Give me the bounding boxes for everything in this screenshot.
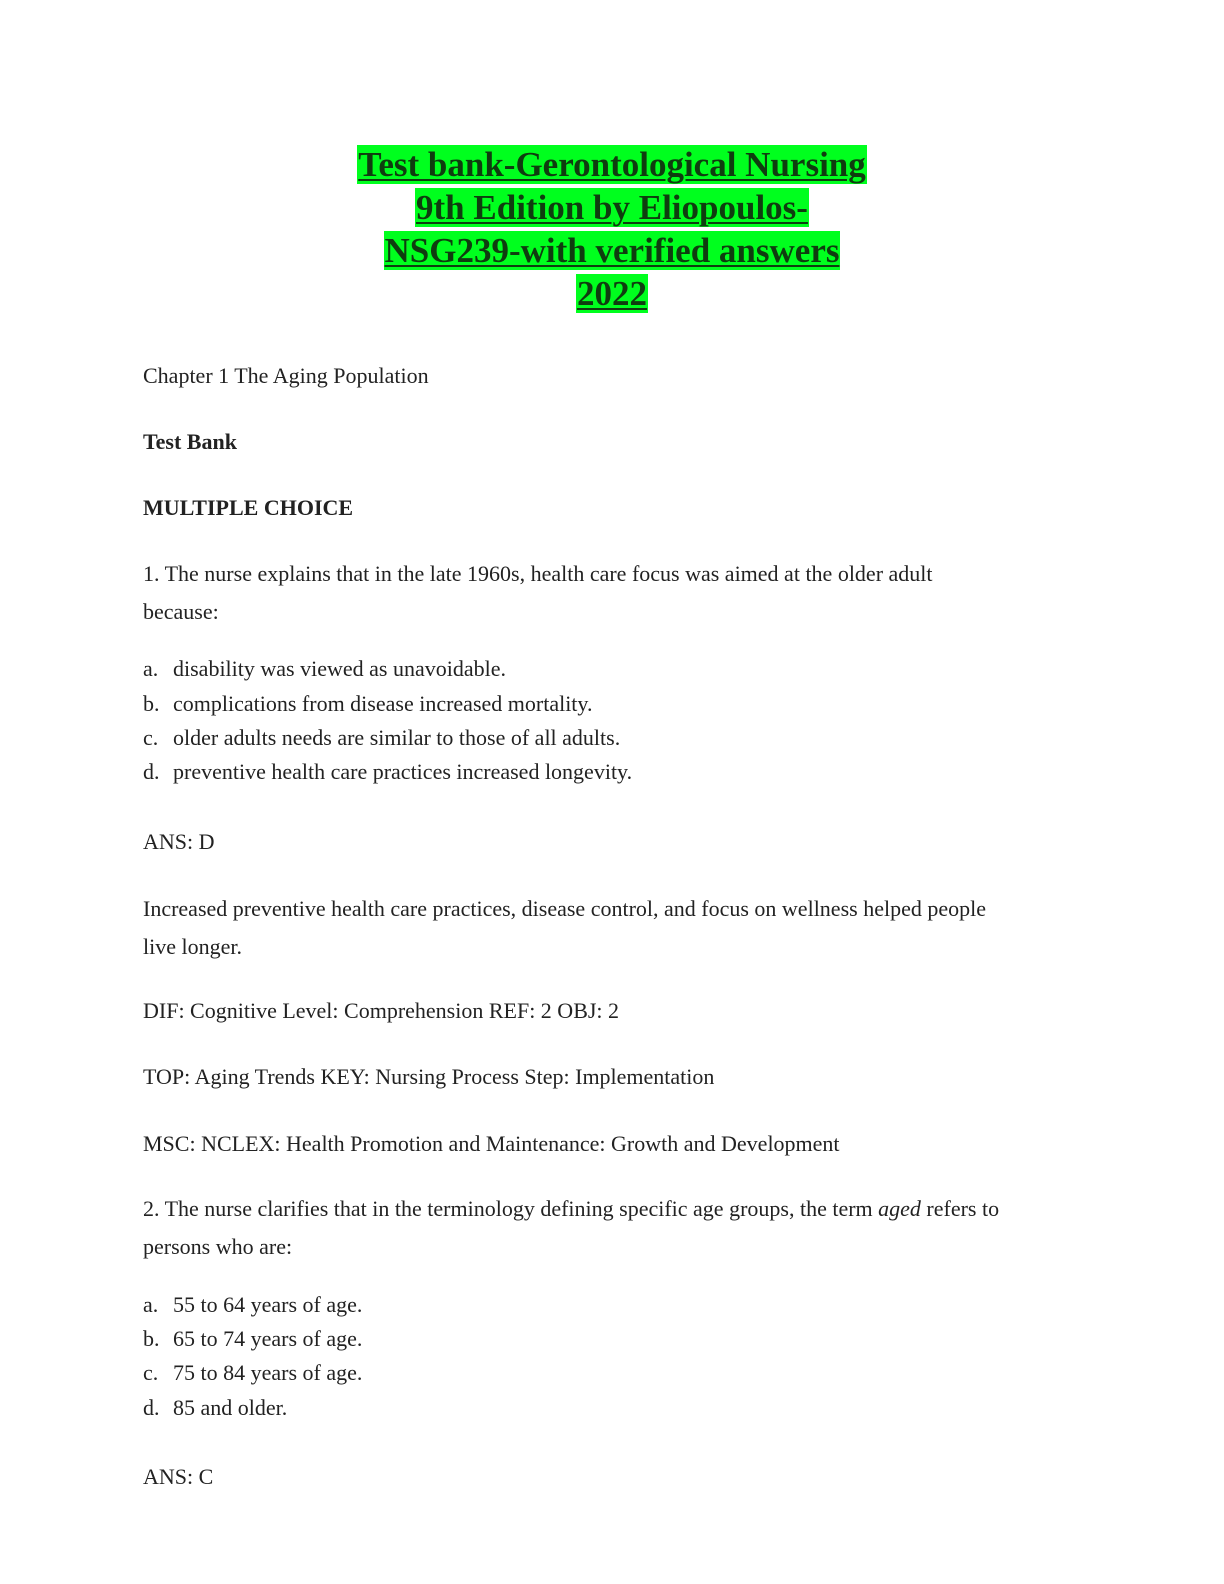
q2-option-b (143, 1321, 362, 1356)
option-letter: a. (143, 656, 159, 681)
q1-dif: DIF: Cognitive Level: Comprehension REF: 2 OBJ: 2 (143, 998, 620, 1023)
option-text: disability was viewed as unavoidable. (173, 656, 506, 681)
q1-option-d (143, 754, 632, 789)
chapter-heading: Chapter 1 The Aging Population (143, 363, 429, 388)
q2-option-c (143, 1355, 362, 1390)
q2-stem-emphasis: aged (878, 1196, 921, 1221)
q1-stem-line-2: because: (143, 599, 219, 624)
q1-answer: ANS: D (143, 829, 215, 854)
option-letter: d. (143, 759, 160, 784)
q1-stem (143, 555, 933, 631)
option-text: complications from disease increased mortality. (173, 691, 593, 716)
q1-stem-line-1: 1. The nurse explains that in the late 1960s, health care focus was aimed at the older adult (143, 561, 933, 586)
test-bank-heading: Test Bank (143, 429, 237, 454)
option-text: 65 to 74 years of age. (173, 1326, 363, 1351)
title-line-4: 2022 (577, 274, 647, 313)
q1-option-b (143, 686, 593, 721)
q1-rationale (143, 890, 986, 966)
option-letter: c. (143, 1360, 159, 1385)
option-text: 75 to 84 years of age. (173, 1360, 363, 1385)
q2-option-d (143, 1390, 287, 1425)
q2-stem-line-1 (143, 1190, 999, 1228)
q1-rationale-line-1: Increased preventive health care practices, disease control, and focus on wellness helped people (143, 896, 986, 921)
option-letter: d. (143, 1395, 160, 1420)
option-text: older adults needs are similar to those of all adults. (173, 725, 621, 750)
q2-stem-post: refers to (920, 1196, 1000, 1221)
q2-option-a (143, 1287, 362, 1322)
title-line-3: NSG239-with verified answers (384, 231, 840, 270)
option-letter: c. (143, 725, 159, 750)
multiple-choice-heading: MULTIPLE CHOICE (143, 495, 354, 520)
document-title (0, 143, 1224, 315)
option-text: 85 and older. (173, 1395, 288, 1420)
q1-option-a (143, 651, 506, 686)
q1-msc: MSC: NCLEX: Health Promotion and Maintenance: Growth and Development (143, 1131, 840, 1156)
q2-stem-pre: 2. The nurse clarifies that in the terminology defining specific age groups, the term (143, 1196, 879, 1221)
q1-rationale-line-2: live longer. (143, 934, 242, 959)
q1-top: TOP: Aging Trends KEY: Nursing Process Step: Implementation (143, 1064, 715, 1089)
option-text: 55 to 64 years of age. (173, 1292, 363, 1317)
q2-answer: ANS: C (143, 1464, 214, 1489)
title-line-1: Test bank-Gerontological Nursing (358, 145, 866, 184)
q2-stem (143, 1190, 999, 1266)
title-line-2: 9th Edition by Eliopoulos- (416, 188, 808, 227)
option-letter: b. (143, 691, 160, 716)
option-letter: b. (143, 1326, 160, 1351)
option-text: preventive health care practices increased longevity. (173, 759, 633, 784)
q1-option-c (143, 720, 620, 755)
option-letter: a. (143, 1292, 159, 1317)
q2-stem-line-2: persons who are: (143, 1234, 293, 1259)
